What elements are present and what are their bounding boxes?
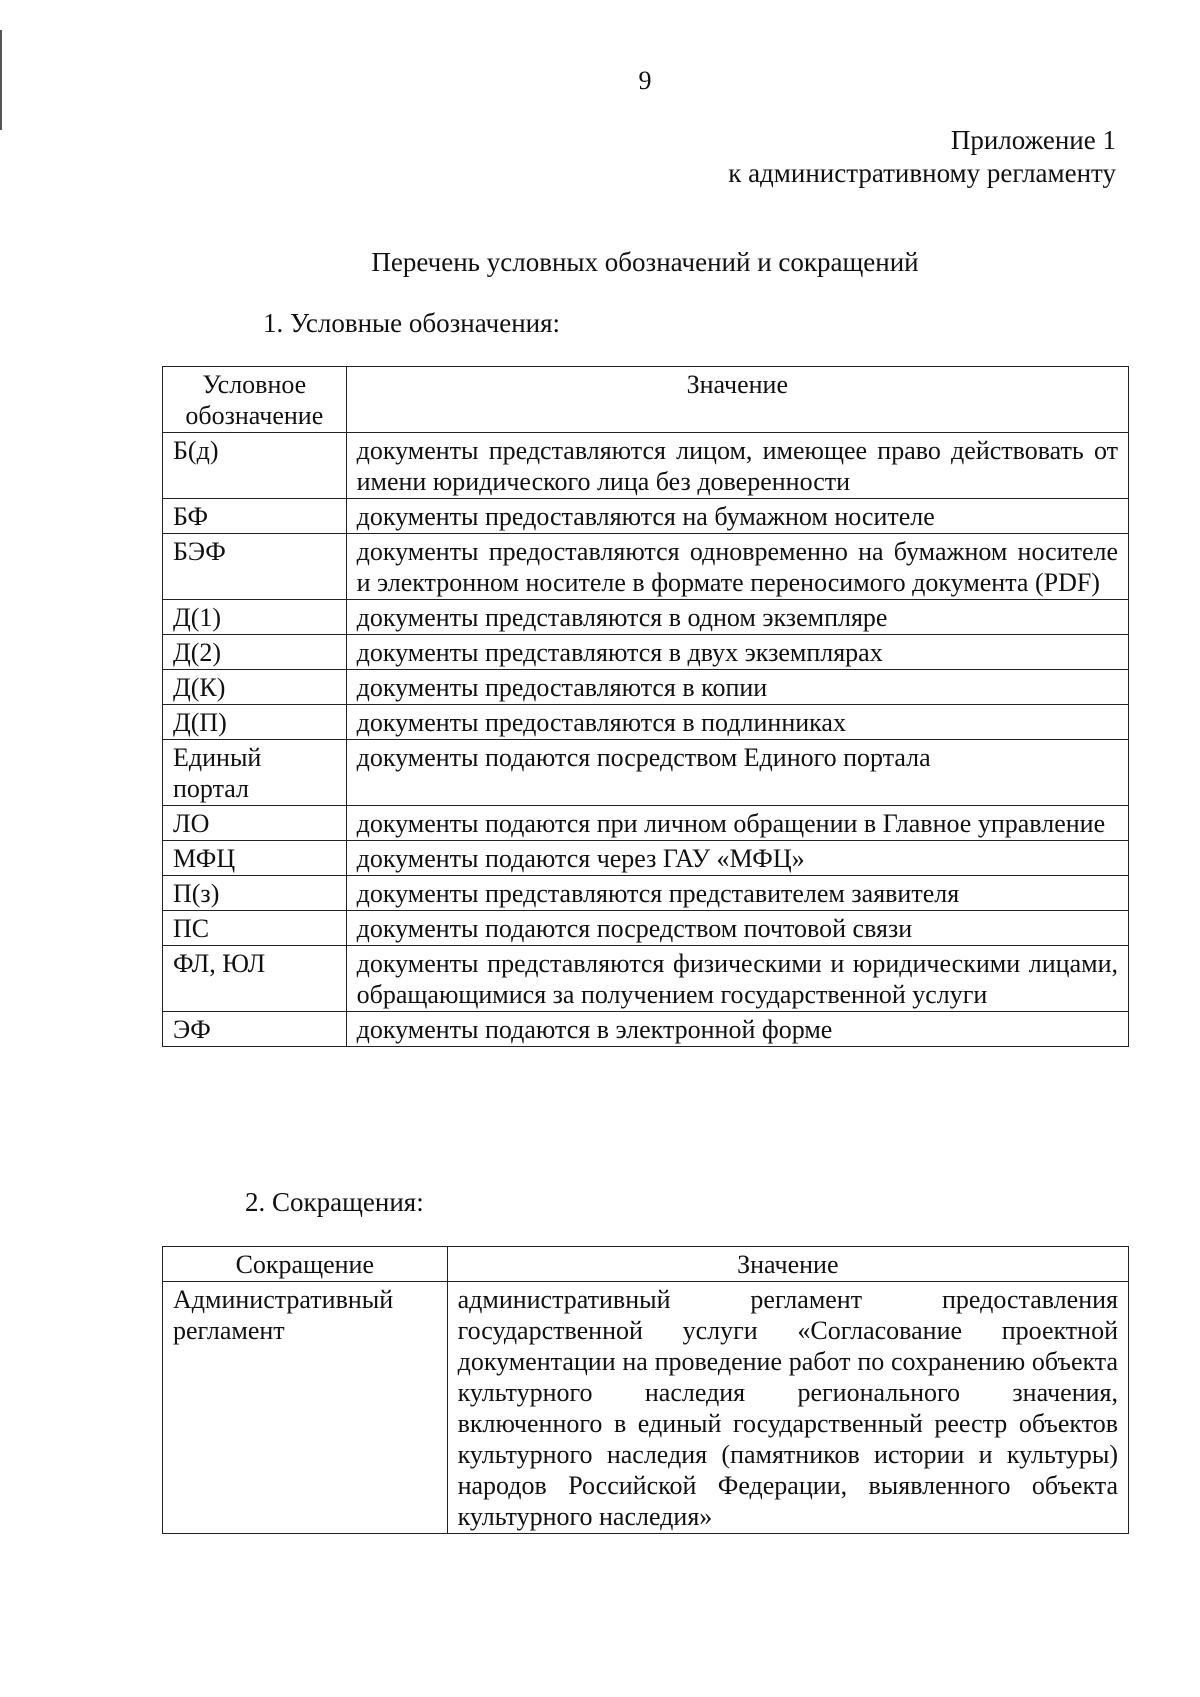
- abbreviations-table: [162, 1246, 1129, 1534]
- appendix-note: [728, 124, 1116, 190]
- symbol-code: БФ: [163, 499, 347, 534]
- symbol-code: Д(К): [163, 670, 347, 705]
- table-row: [163, 1282, 1129, 1534]
- table-row: [163, 534, 1129, 600]
- appendix-line-1: Приложение 1: [950, 125, 1116, 155]
- symbol-meaning: документы подаются при личном обращении в Главное управление: [346, 806, 1128, 841]
- symbol-meaning: документы предоставляются на бумажном носителе: [346, 499, 1128, 534]
- table-header-row: [163, 1247, 1129, 1282]
- table-row: [163, 876, 1129, 911]
- symbol-meaning: документы подаются через ГАУ «МФЦ»: [346, 841, 1128, 876]
- abbreviation-meaning: административный регламент предоставления государственной услуги «Согласование проектной документации на проведение работ по сохранению объекта культурного наследия регионального значения, включенного в единый государственный реестр объектов культурного наследия (памятников истории и культуры) народов Российской Федерации, выявленного объекта культурного наследия»: [447, 1282, 1128, 1534]
- symbol-meaning: документы предоставляются одновременно на бумажном носителе и электронном носителе в формате переносимого документа (PDF): [346, 534, 1128, 600]
- symbol-code: ПС: [163, 911, 347, 946]
- table-row: [163, 946, 1129, 1012]
- symbol-meaning: документы подаются посредством Единого портала: [346, 740, 1128, 806]
- table-row: [163, 670, 1129, 705]
- symbol-code: Д(П): [163, 705, 347, 740]
- column-header-abbreviation: Сокращение: [163, 1247, 448, 1282]
- section-2-heading: 2. Сокращения:: [245, 1187, 424, 1217]
- symbol-meaning: документы представляются в двух экземплярах: [346, 635, 1128, 670]
- table-row: [163, 841, 1129, 876]
- table-row: [163, 705, 1129, 740]
- abbreviation-code: Административный регламент: [163, 1282, 448, 1534]
- column-header-meaning: Значение: [346, 367, 1128, 433]
- table-header-row: [163, 367, 1129, 433]
- symbol-meaning: документы представляются физическими и юридическими лицами, обращающимися за получением государственной услуги: [346, 946, 1128, 1012]
- table-row: [163, 635, 1129, 670]
- document-title: Перечень условных обозначений и сокращений: [371, 247, 919, 277]
- symbol-code: БЭФ: [163, 534, 347, 600]
- appendix-line-2: к административному регламенту: [728, 158, 1116, 188]
- table-row: [163, 740, 1129, 806]
- page-number: 9: [638, 66, 652, 95]
- symbol-code: П(з): [163, 876, 347, 911]
- table-row: [163, 806, 1129, 841]
- table-row: [163, 911, 1129, 946]
- symbol-code: Единый портал: [163, 740, 347, 806]
- symbol-meaning: документы представляются лицом, имеющее право действовать от имени юридического лица без доверенности: [346, 433, 1128, 499]
- symbol-meaning: документы подаются в электронной форме: [346, 1012, 1128, 1047]
- symbol-code: ЭФ: [163, 1012, 347, 1047]
- symbol-meaning: документы предоставляются в подлинниках: [346, 705, 1128, 740]
- table-row: [163, 499, 1129, 534]
- symbol-code: ЛО: [163, 806, 347, 841]
- symbol-meaning: документы подаются посредством почтовой связи: [346, 911, 1128, 946]
- symbol-meaning: документы представляются в одном экземпляре: [346, 600, 1128, 635]
- column-header-code: Условное обозначение: [163, 367, 347, 433]
- section-1-heading: 1. Условные обозначения:: [263, 308, 561, 338]
- symbol-meaning: документы представляются представителем заявителя: [346, 876, 1128, 911]
- symbol-code: МФЦ: [163, 841, 347, 876]
- symbol-code: Б(д): [163, 433, 347, 499]
- table-row: [163, 433, 1129, 499]
- symbol-code: Д(1): [163, 600, 347, 635]
- symbol-code: Д(2): [163, 635, 347, 670]
- column-header-meaning: Значение: [447, 1247, 1128, 1282]
- table-row: [163, 1012, 1129, 1047]
- symbols-table: [162, 366, 1129, 1047]
- symbol-code: ФЛ, ЮЛ: [163, 946, 347, 1012]
- table-row: [163, 600, 1129, 635]
- symbol-meaning: документы предоставляются в копии: [346, 670, 1128, 705]
